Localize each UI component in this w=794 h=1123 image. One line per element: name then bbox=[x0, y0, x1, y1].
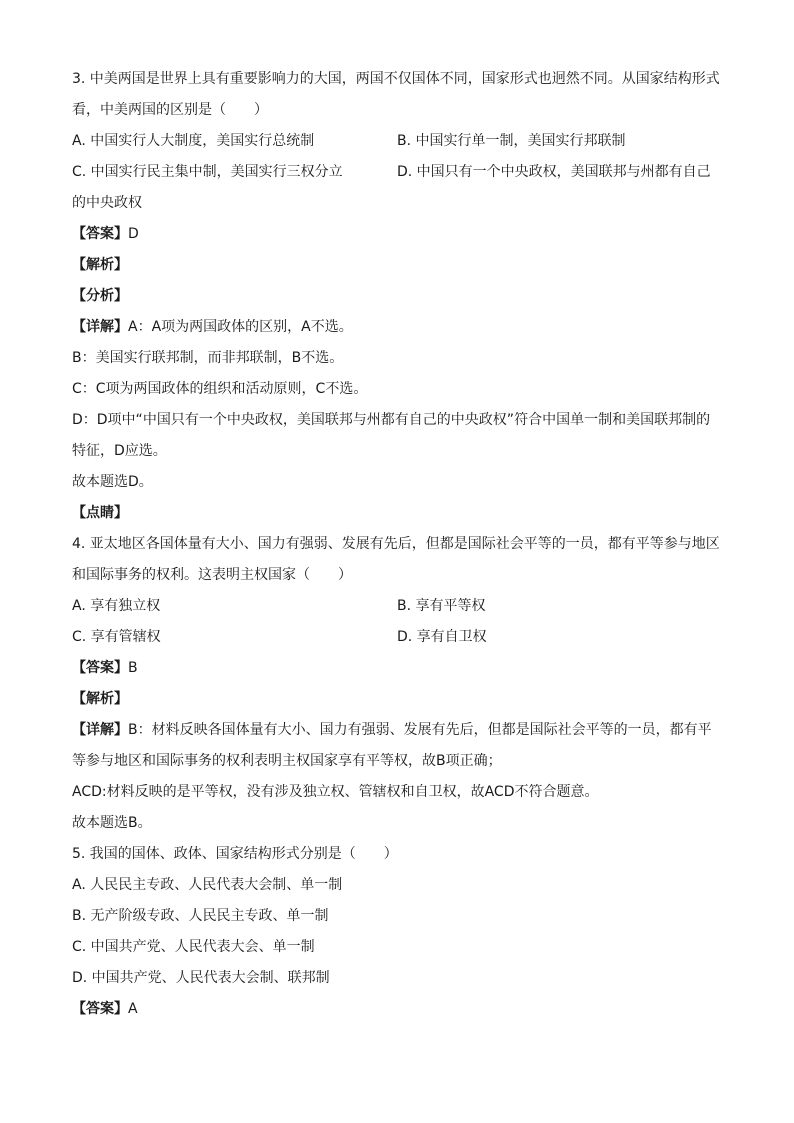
answer-line bbox=[72, 219, 724, 250]
detail-text: B：材料反映各国体量有大小、国力有强弱、发展有先后，但都是国际社会平等的一员，都有平 bbox=[128, 722, 712, 738]
answer-value: B bbox=[128, 660, 138, 676]
detail-line: C：C项为两国政体的组织和活动原则，C不选。 bbox=[72, 381, 368, 397]
option-row bbox=[72, 591, 724, 622]
detail-line: B：美国实行联邦制，而非邦联制，B不选。 bbox=[72, 350, 344, 366]
question-stem-line: 3. 中美两国是世界上具有重要影响力的大国，两国不仅国体不同，国家形式也迥然不同。从国家结构形式 bbox=[72, 71, 720, 87]
question-5 bbox=[72, 839, 724, 1025]
question-stem-line: 5. 我国的国体、政体、国家结构形式分别是（ ） bbox=[72, 846, 398, 862]
option-row bbox=[72, 126, 724, 157]
question-stem-line: 4. 亚太地区各国体量有大小、国力有强弱、发展有先后，但都是国际社会平等的一员，都有平等参与地区 bbox=[72, 536, 720, 552]
option-b: B. 中国实行单一制，美国实行邦联制 bbox=[397, 133, 626, 149]
detail-line: 特征，D应选。 bbox=[72, 443, 167, 459]
option-b: B. 无产阶级专政、人民民主专政、单一制 bbox=[72, 908, 329, 924]
dianjing-tag: 【点睛】 bbox=[72, 505, 128, 521]
fenxi-line bbox=[72, 281, 724, 312]
option-c: C. 中国实行民主集中制，美国实行三权分立 bbox=[72, 164, 343, 180]
option-a: A. 中国实行人大制度，美国实行总统制 bbox=[72, 133, 315, 149]
answer-line bbox=[72, 994, 724, 1025]
detail-tag: 【详解】 bbox=[72, 722, 128, 738]
option-d-continued: 的中央政权 bbox=[72, 195, 142, 211]
jiexi-line bbox=[72, 250, 724, 281]
detail-line: 等参与地区和国际事务的权利表明主权国家享有平等权，故B项正确； bbox=[72, 753, 502, 769]
option-d: D. 中国共产党、人民代表大会制、联邦制 bbox=[72, 970, 330, 986]
answer-value: A bbox=[128, 1001, 138, 1017]
exam-page bbox=[72, 64, 724, 1025]
option-a: A. 享有独立权 bbox=[72, 598, 161, 614]
jiexi-tag: 【解析】 bbox=[72, 691, 128, 707]
detail-line: ACD:材料反映的是平等权，没有涉及独立权、管辖权和自卫权，故ACD不符合题意。 bbox=[72, 784, 599, 800]
jiexi-line bbox=[72, 684, 724, 715]
question-4 bbox=[72, 529, 724, 839]
answer-tag: 【答案】 bbox=[72, 660, 128, 676]
option-a: A. 人民民主专政、人民代表大会制、单一制 bbox=[72, 877, 343, 893]
fenxi-tag: 【分析】 bbox=[72, 288, 128, 304]
detail-line bbox=[72, 715, 724, 746]
jiexi-tag: 【解析】 bbox=[72, 257, 128, 273]
detail-line bbox=[72, 312, 724, 343]
conclusion-line: 故本题选B。 bbox=[72, 815, 152, 831]
option-c: C. 中国共产党、人民代表大会、单一制 bbox=[72, 939, 315, 955]
answer-value: D bbox=[128, 226, 139, 242]
answer-line bbox=[72, 653, 724, 684]
question-3 bbox=[72, 64, 724, 529]
detail-tag: 【详解】 bbox=[72, 319, 128, 335]
detail-text: A：A项为两国政体的区别，A不选。 bbox=[128, 319, 353, 335]
question-stem-line: 和国际事务的权利。这表明主权国家（ ） bbox=[72, 567, 352, 583]
answer-tag: 【答案】 bbox=[72, 1001, 128, 1017]
question-stem-line: 看，中美两国的区别是（ ） bbox=[72, 102, 268, 118]
option-d: D. 中国只有一个中央政权，美国联邦与州都有自己 bbox=[397, 164, 711, 180]
option-b: B. 享有平等权 bbox=[397, 598, 486, 614]
option-d: D. 享有自卫权 bbox=[397, 629, 487, 645]
conclusion-line: 故本题选D。 bbox=[72, 474, 153, 490]
dianjing-line bbox=[72, 498, 724, 529]
detail-line: D：D项中“中国只有一个中央政权，美国联邦与州都有自己的中央政权”符合中国单一制和美国联邦制的 bbox=[72, 412, 711, 428]
answer-tag: 【答案】 bbox=[72, 226, 128, 242]
option-row bbox=[72, 157, 724, 188]
option-c: C. 享有管辖权 bbox=[72, 629, 161, 645]
option-row bbox=[72, 622, 724, 653]
